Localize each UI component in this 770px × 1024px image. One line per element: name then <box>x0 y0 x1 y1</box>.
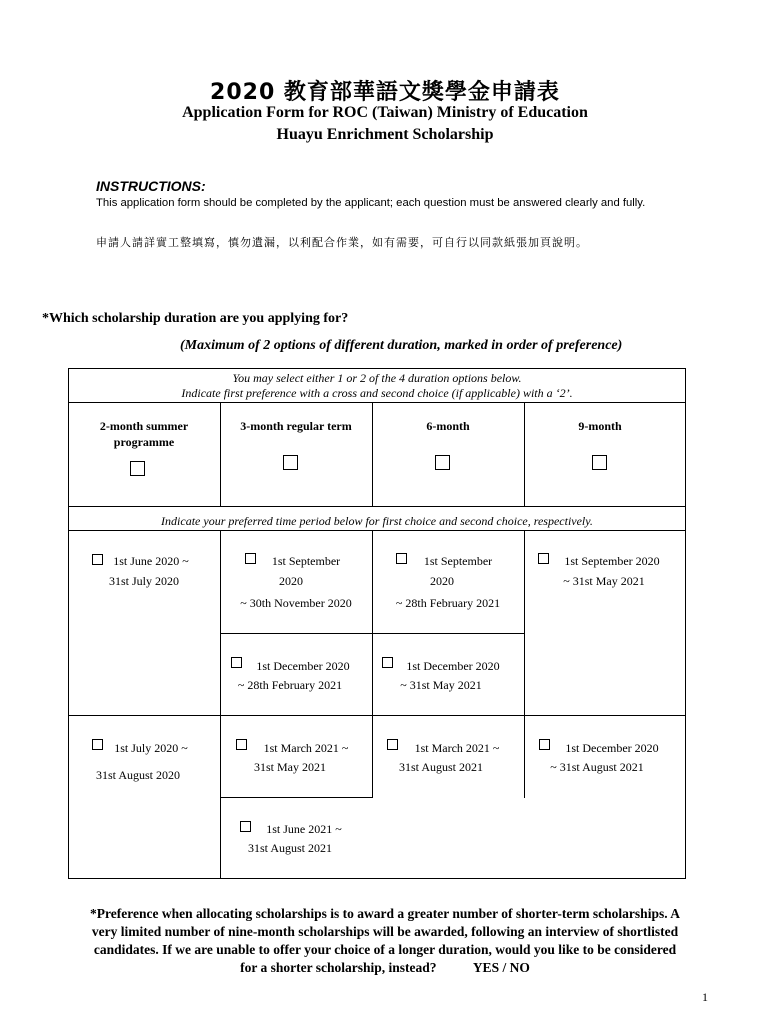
table-divider <box>220 797 372 798</box>
table-divider <box>68 715 686 716</box>
checkbox-2-month[interactable] <box>130 461 145 476</box>
preference-note-line-last <box>40 959 730 977</box>
period-b2-start: 1st December 2020 <box>256 659 350 673</box>
period-d3-end: ~ 31st August 2021 <box>550 760 644 774</box>
period-b4-end: 31st August 2021 <box>247 841 332 855</box>
checkbox-3-month[interactable] <box>283 455 298 470</box>
period-b3-end: 31st May 2021 <box>254 760 326 774</box>
preference-note-line: very limited number of nine-month scholarships will be awarded, following an interview of shortlisted <box>91 924 679 939</box>
period-c2-start: 1st December 2020 <box>406 659 500 673</box>
checkbox-9-month[interactable] <box>592 455 607 470</box>
period-b1-year: 2020 <box>279 574 303 588</box>
period-c2-end: ~ 31st May 2021 <box>400 678 482 692</box>
title-chinese: 2020 教育部華語文獎學金申請表 <box>210 80 560 105</box>
preference-note <box>40 905 730 977</box>
column-header-9-month: 9-month <box>578 419 622 433</box>
period-c3-end: 31st August 2021 <box>398 760 483 774</box>
checkbox-period-b1[interactable] <box>245 553 256 564</box>
table-divider <box>68 402 686 403</box>
duration-question-subtext: (Maximum of 2 options of different duration, marked in order of preference) <box>180 338 623 353</box>
checkbox-period-a3[interactable] <box>92 739 103 750</box>
period-b2-end: ~ 28th February 2021 <box>237 678 343 692</box>
period-d1-end: ~ 31st May 2021 <box>563 574 645 588</box>
period-a1-end: 31st July 2020 <box>108 574 179 588</box>
table-divider <box>524 530 525 798</box>
period-a1-start: 1st June 2020 ~ <box>113 554 189 568</box>
table-border-top <box>68 368 686 369</box>
checkbox-period-b4[interactable] <box>240 821 251 832</box>
instructions-text-english: This application form should be completed by the applicant; each question must be answered clearly and fully. <box>96 197 646 209</box>
period-d1-start: 1st September 2020 <box>564 554 660 568</box>
table-divider <box>68 530 686 531</box>
table-border-bottom <box>68 878 686 879</box>
checkbox-6-month[interactable] <box>435 455 450 470</box>
preference-note-question: for a shorter scholarship, instead? <box>240 960 437 975</box>
instructions-text-chinese: 申請人請詳實工整填寫，慎勿遺漏，以利配合作業，如有需要，可自行以同款紙張加頁說明。 <box>96 236 588 249</box>
checkbox-period-c2[interactable] <box>382 657 393 668</box>
checkbox-period-d3[interactable] <box>539 739 550 750</box>
column-header-line: programme <box>113 435 175 449</box>
period-a3-end: 31st August 2020 <box>95 768 180 782</box>
preference-note-line: candidates. If we are unable to offer your choice of a longer duration, would you like to be considered <box>93 942 677 957</box>
period-b3-start: 1st March 2021 ~ <box>263 741 349 755</box>
checkbox-period-d1[interactable] <box>538 553 549 564</box>
period-c1-year: 2020 <box>430 574 454 588</box>
table-note-line1: You may select either 1 or 2 of the 4 duration options below. <box>232 371 522 385</box>
page-number: 1 <box>702 990 708 1004</box>
yes-no-answer[interactable]: YES / NO <box>472 960 530 975</box>
checkbox-period-b2[interactable] <box>231 657 242 668</box>
period-c1-start: 1st September <box>423 554 493 568</box>
title-english-line1: Application Form for ROC (Taiwan) Ministry of Education <box>182 104 588 121</box>
preference-note-line: *Preference when allocating scholarships is to award a greater number of shorter-term scholarships. A <box>90 906 680 921</box>
period-b1-start: 1st September <box>271 554 341 568</box>
column-header-2-month <box>68 418 220 450</box>
title-english-line2: Huayu Enrichment Scholarship <box>276 126 494 143</box>
duration-question: *Which scholarship duration are you applying for? <box>42 311 349 326</box>
period-c1-end: ~ 28th February 2021 <box>395 596 501 610</box>
period-d3-start: 1st December 2020 <box>565 741 659 755</box>
period-b1-end: ~ 30th November 2020 <box>240 596 352 610</box>
table-border-right <box>685 368 686 879</box>
checkbox-period-c3[interactable] <box>387 739 398 750</box>
column-header-6-month: 6-month <box>426 419 470 433</box>
instructions-heading: INSTRUCTIONS: <box>96 178 206 194</box>
period-note: Indicate your preferred time period below for first choice and second choice, respectively. <box>161 514 593 528</box>
checkbox-period-b3[interactable] <box>236 739 247 750</box>
period-b4-start: 1st June 2021 ~ <box>266 822 342 836</box>
table-divider <box>68 506 686 507</box>
checkbox-period-c1[interactable] <box>396 553 407 564</box>
period-c3-start: 1st March 2021 ~ <box>414 741 500 755</box>
checkbox-period-a1[interactable] <box>92 554 103 565</box>
period-a3-start: 1st July 2020 ~ <box>114 741 188 755</box>
column-header-3-month: 3-month regular term <box>240 419 352 433</box>
column-header-line: 2-month summer <box>99 419 189 433</box>
table-note-line2: Indicate first preference with a cross and second choice (if applicable) with a ‘2’. <box>181 386 573 400</box>
